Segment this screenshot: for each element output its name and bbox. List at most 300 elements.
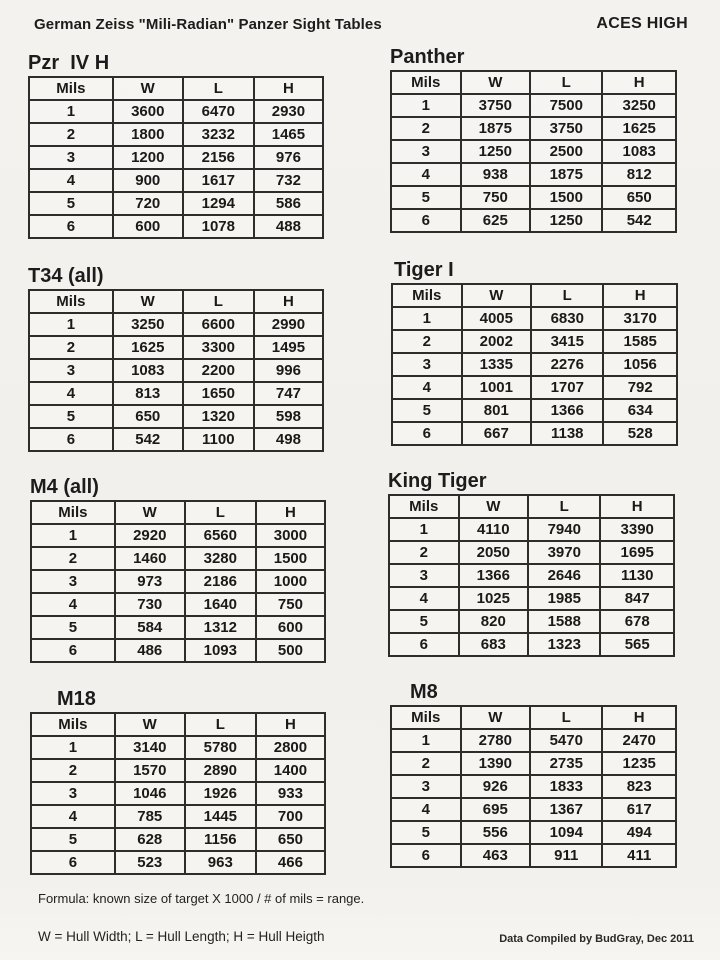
table-row [31,570,325,593]
cell-mils: 2 [31,759,115,782]
cell-w: 2002 [462,330,532,353]
table-row [392,376,677,399]
cell-mils: 4 [391,163,461,186]
table-row [29,169,323,192]
cell-mils: 3 [391,140,461,163]
column-header-mils: Mils [391,706,461,729]
column-header-w: W [115,501,185,524]
cell-mils: 5 [391,821,461,844]
cell-mils: 2 [391,752,461,775]
cell-l: 1250 [530,209,602,232]
cell-mils: 3 [31,782,115,805]
cell-w: 1460 [115,547,185,570]
cell-mils: 1 [391,729,461,752]
cell-w: 4005 [462,307,532,330]
cell-h: 996 [254,359,323,382]
cell-w: 628 [115,828,185,851]
column-header-l: L [530,71,602,94]
cell-h: 933 [256,782,325,805]
cell-mils: 1 [389,518,459,541]
table-row [31,851,325,874]
column-header-l: L [531,284,603,307]
cell-mils: 6 [389,633,459,656]
column-header-l: L [183,77,254,100]
cell-l: 1138 [531,422,603,445]
table-row [29,192,323,215]
cell-h: 2990 [254,313,323,336]
cell-w: 556 [461,821,531,844]
section-t34 [28,265,324,452]
cell-l: 2500 [530,140,602,163]
cell-w: 926 [461,775,531,798]
cell-l: 1617 [183,169,254,192]
cell-l: 963 [185,851,256,874]
cell-h: 3000 [256,524,325,547]
table-row [391,821,676,844]
cell-h: 3250 [602,94,676,117]
table-row [391,729,676,752]
header-row [391,71,676,94]
column-header-h: H [600,495,674,518]
cell-l: 3970 [528,541,600,564]
cell-h: 586 [254,192,323,215]
column-header-w: W [459,495,529,518]
cell-h: 3170 [603,307,677,330]
cell-h: 1235 [602,752,676,775]
header-row [392,284,677,307]
section-m4 [30,476,326,663]
column-header-w: W [113,290,183,313]
cell-h: 847 [600,587,674,610]
cell-l: 1833 [530,775,602,798]
cell-mils: 6 [392,422,462,445]
cell-w: 2920 [115,524,185,547]
cell-mils: 4 [392,376,462,399]
cell-mils: 6 [31,639,115,662]
table-row [29,428,323,451]
header-row [29,290,323,313]
cell-mils: 6 [391,844,461,867]
cell-mils: 3 [29,146,113,169]
column-header-l: L [183,290,254,313]
cell-mils: 5 [29,405,113,428]
cell-h: 792 [603,376,677,399]
cell-w: 695 [461,798,531,821]
section-panther [390,46,677,233]
column-header-h: H [254,290,323,313]
cell-h: 500 [256,639,325,662]
cell-h: 617 [602,798,676,821]
table-row [392,330,677,353]
cell-l: 2735 [530,752,602,775]
cell-w: 625 [461,209,531,232]
cell-h: 1495 [254,336,323,359]
cell-l: 3232 [183,123,254,146]
cell-h: 1056 [603,353,677,376]
cell-mils: 5 [29,192,113,215]
cell-mils: 1 [31,524,115,547]
cell-h: 976 [254,146,323,169]
cell-l: 1875 [530,163,602,186]
cell-w: 938 [461,163,531,186]
table-title: King Tiger [388,470,487,492]
cell-mils: 6 [31,851,115,874]
header-row [31,501,325,524]
cell-mils: 2 [389,541,459,564]
cell-w: 650 [113,405,183,428]
formula-note: Formula: known size of target X 1000 / # of mils = range. [38,891,365,906]
table-row [31,547,325,570]
cell-w: 2780 [461,729,531,752]
cell-h: 2470 [602,729,676,752]
table-title: M8 [410,681,438,703]
cell-w: 1025 [459,587,529,610]
cell-mils: 6 [29,215,113,238]
table-row [389,541,674,564]
table-row [31,736,325,759]
section-m8 [390,681,677,868]
cell-mils: 3 [392,353,462,376]
cell-l: 6830 [531,307,603,330]
table-row [391,844,676,867]
cell-w: 1875 [461,117,531,140]
cell-mils: 1 [392,307,462,330]
cell-w: 813 [113,382,183,405]
column-header-mils: Mils [389,495,459,518]
cell-l: 1323 [528,633,600,656]
column-header-l: L [185,713,256,736]
cell-mils: 3 [391,775,461,798]
table-row [29,313,323,336]
table-row [31,524,325,547]
cell-h: 678 [600,610,674,633]
sight-table [390,705,677,868]
table-row [29,405,323,428]
table-row [392,307,677,330]
cell-mils: 3 [29,359,113,382]
cell-l: 2156 [183,146,254,169]
cell-l: 7500 [530,94,602,117]
cell-w: 1335 [462,353,532,376]
cell-l: 911 [530,844,602,867]
cell-mils: 2 [392,330,462,353]
section-pzr-iv-h [28,52,324,239]
cell-w: 1001 [462,376,532,399]
cell-w: 4110 [459,518,529,541]
cell-h: 494 [602,821,676,844]
column-header-mils: Mils [31,501,115,524]
cell-w: 1083 [113,359,183,382]
cell-l: 1094 [530,821,602,844]
table-row [29,336,323,359]
cell-w: 750 [461,186,531,209]
cell-mils: 2 [31,547,115,570]
cell-h: 2800 [256,736,325,759]
cell-l: 5780 [185,736,256,759]
sight-table [391,283,678,446]
cell-mils: 1 [29,313,113,336]
cell-mils: 4 [31,593,115,616]
cell-h: 411 [602,844,676,867]
cell-w: 667 [462,422,532,445]
cell-mils: 5 [31,616,115,639]
cell-h: 1625 [602,117,676,140]
cell-l: 1100 [183,428,254,451]
cell-h: 1695 [600,541,674,564]
table-row [389,610,674,633]
table-title: Panther [390,46,465,68]
column-header-l: L [185,501,256,524]
cell-w: 730 [115,593,185,616]
table-row [31,828,325,851]
table-row [391,752,676,775]
cell-l: 6560 [185,524,256,547]
cell-l: 2200 [183,359,254,382]
sight-table [390,70,677,233]
header-row [31,713,325,736]
table-title: Tiger I [394,259,454,281]
cell-l: 1588 [528,610,600,633]
cell-mils: 5 [389,610,459,633]
cell-w: 785 [115,805,185,828]
cell-w: 1046 [115,782,185,805]
cell-h: 700 [256,805,325,828]
cell-w: 1250 [461,140,531,163]
cell-mils: 3 [389,564,459,587]
sight-table [30,500,326,663]
cell-l: 1640 [185,593,256,616]
cell-l: 7940 [528,518,600,541]
column-header-h: H [602,71,676,94]
table-row [31,616,325,639]
cell-w: 1800 [113,123,183,146]
cell-l: 1156 [185,828,256,851]
column-header-h: H [256,713,325,736]
cell-mils: 4 [389,587,459,610]
table-title: M18 [57,688,96,710]
cell-w: 720 [113,192,183,215]
table-row [392,353,677,376]
cell-h: 747 [254,382,323,405]
table-row [391,94,676,117]
cell-mils: 4 [29,382,113,405]
table-row [31,805,325,828]
table-row [29,146,323,169]
table-title: T34 (all) [28,265,104,287]
cell-l: 3415 [531,330,603,353]
table-row [389,633,674,656]
section-tiger-i [391,259,678,446]
cell-w: 3140 [115,736,185,759]
cell-l: 3750 [530,117,602,140]
brand-label: ACES HIGH [596,15,688,32]
cell-l: 1650 [183,382,254,405]
cell-l: 2890 [185,759,256,782]
page-title: German Zeiss "Mili-Radian" Panzer Sight Tables [34,16,382,33]
cell-h: 528 [603,422,677,445]
cell-h: 1130 [600,564,674,587]
cell-w: 1390 [461,752,531,775]
table-row [392,422,677,445]
cell-mils: 2 [29,123,113,146]
cell-h: 1500 [256,547,325,570]
cell-h: 488 [254,215,323,238]
cell-mils: 2 [29,336,113,359]
header-row [29,77,323,100]
table-row [29,382,323,405]
cell-mils: 4 [391,798,461,821]
sight-table [30,712,326,875]
cell-h: 542 [602,209,676,232]
cell-w: 973 [115,570,185,593]
cell-w: 801 [462,399,532,422]
cell-w: 3600 [113,100,183,123]
table-row [389,564,674,587]
table-row [389,518,674,541]
section-king-tiger [388,470,675,657]
cell-l: 1294 [183,192,254,215]
column-header-h: H [602,706,676,729]
column-header-mils: Mils [392,284,462,307]
table-row [31,782,325,805]
table-row [31,639,325,662]
cell-mils: 1 [29,100,113,123]
table-row [391,140,676,163]
cell-mils: 5 [392,399,462,422]
table-row [29,359,323,382]
cell-w: 463 [461,844,531,867]
cell-w: 1570 [115,759,185,782]
sight-table [28,289,324,452]
cell-l: 2276 [531,353,603,376]
cell-w: 900 [113,169,183,192]
sight-table [28,76,324,239]
cell-w: 3750 [461,94,531,117]
column-header-w: W [113,77,183,100]
table-row [31,593,325,616]
column-header-w: W [115,713,185,736]
cell-w: 1366 [459,564,529,587]
column-header-mils: Mils [31,713,115,736]
cell-l: 1926 [185,782,256,805]
table-row [391,186,676,209]
cell-l: 2186 [185,570,256,593]
cell-w: 486 [115,639,185,662]
credit-note: Data Compiled by BudGray, Dec 2011 [499,933,694,945]
cell-l: 6600 [183,313,254,336]
column-header-mils: Mils [29,290,113,313]
cell-mils: 1 [31,736,115,759]
table-row [389,587,674,610]
header-row [391,706,676,729]
cell-mils: 5 [31,828,115,851]
column-header-l: L [530,706,602,729]
cell-mils: 3 [31,570,115,593]
cell-w: 523 [115,851,185,874]
cell-l: 1707 [531,376,603,399]
cell-l: 1366 [531,399,603,422]
cell-w: 600 [113,215,183,238]
cell-mils: 6 [391,209,461,232]
table-row [391,163,676,186]
cell-w: 584 [115,616,185,639]
cell-l: 1500 [530,186,602,209]
cell-h: 750 [256,593,325,616]
cell-l: 1093 [185,639,256,662]
header-row [389,495,674,518]
table-row [29,123,323,146]
table-row [391,775,676,798]
cell-h: 650 [602,186,676,209]
cell-w: 1200 [113,146,183,169]
sight-table [388,494,675,657]
cell-h: 598 [254,405,323,428]
cell-h: 823 [602,775,676,798]
column-header-w: W [461,71,531,94]
cell-mils: 5 [391,186,461,209]
cell-h: 650 [256,828,325,851]
cell-h: 3390 [600,518,674,541]
table-row [31,759,325,782]
legend-note: W = Hull Width; L = Hull Length; H = Hull Heigth [38,929,325,944]
cell-h: 600 [256,616,325,639]
table-row [391,798,676,821]
cell-h: 498 [254,428,323,451]
table-row [29,100,323,123]
cell-h: 812 [602,163,676,186]
cell-l: 1078 [183,215,254,238]
table-row [391,117,676,140]
cell-h: 1465 [254,123,323,146]
cell-l: 1445 [185,805,256,828]
cell-w: 820 [459,610,529,633]
column-header-l: L [528,495,600,518]
column-header-mils: Mils [29,77,113,100]
section-m18 [30,688,326,875]
cell-l: 1320 [183,405,254,428]
cell-l: 6470 [183,100,254,123]
table-row [29,215,323,238]
cell-l: 2646 [528,564,600,587]
cell-mils: 4 [29,169,113,192]
cell-h: 634 [603,399,677,422]
cell-mils: 4 [31,805,115,828]
cell-h: 732 [254,169,323,192]
column-header-h: H [254,77,323,100]
cell-l: 3280 [185,547,256,570]
cell-mils: 6 [29,428,113,451]
cell-l: 1985 [528,587,600,610]
cell-w: 542 [113,428,183,451]
cell-l: 1312 [185,616,256,639]
table-row [392,399,677,422]
table-title: Pzr IV H [28,52,110,74]
cell-h: 466 [256,851,325,874]
cell-w: 3250 [113,313,183,336]
table-row [391,209,676,232]
cell-h: 565 [600,633,674,656]
cell-l: 5470 [530,729,602,752]
cell-h: 1000 [256,570,325,593]
cell-h: 1400 [256,759,325,782]
cell-w: 2050 [459,541,529,564]
column-header-w: W [461,706,531,729]
table-title: M4 (all) [30,476,99,498]
cell-h: 2930 [254,100,323,123]
cell-h: 1083 [602,140,676,163]
column-header-mils: Mils [391,71,461,94]
cell-h: 1585 [603,330,677,353]
